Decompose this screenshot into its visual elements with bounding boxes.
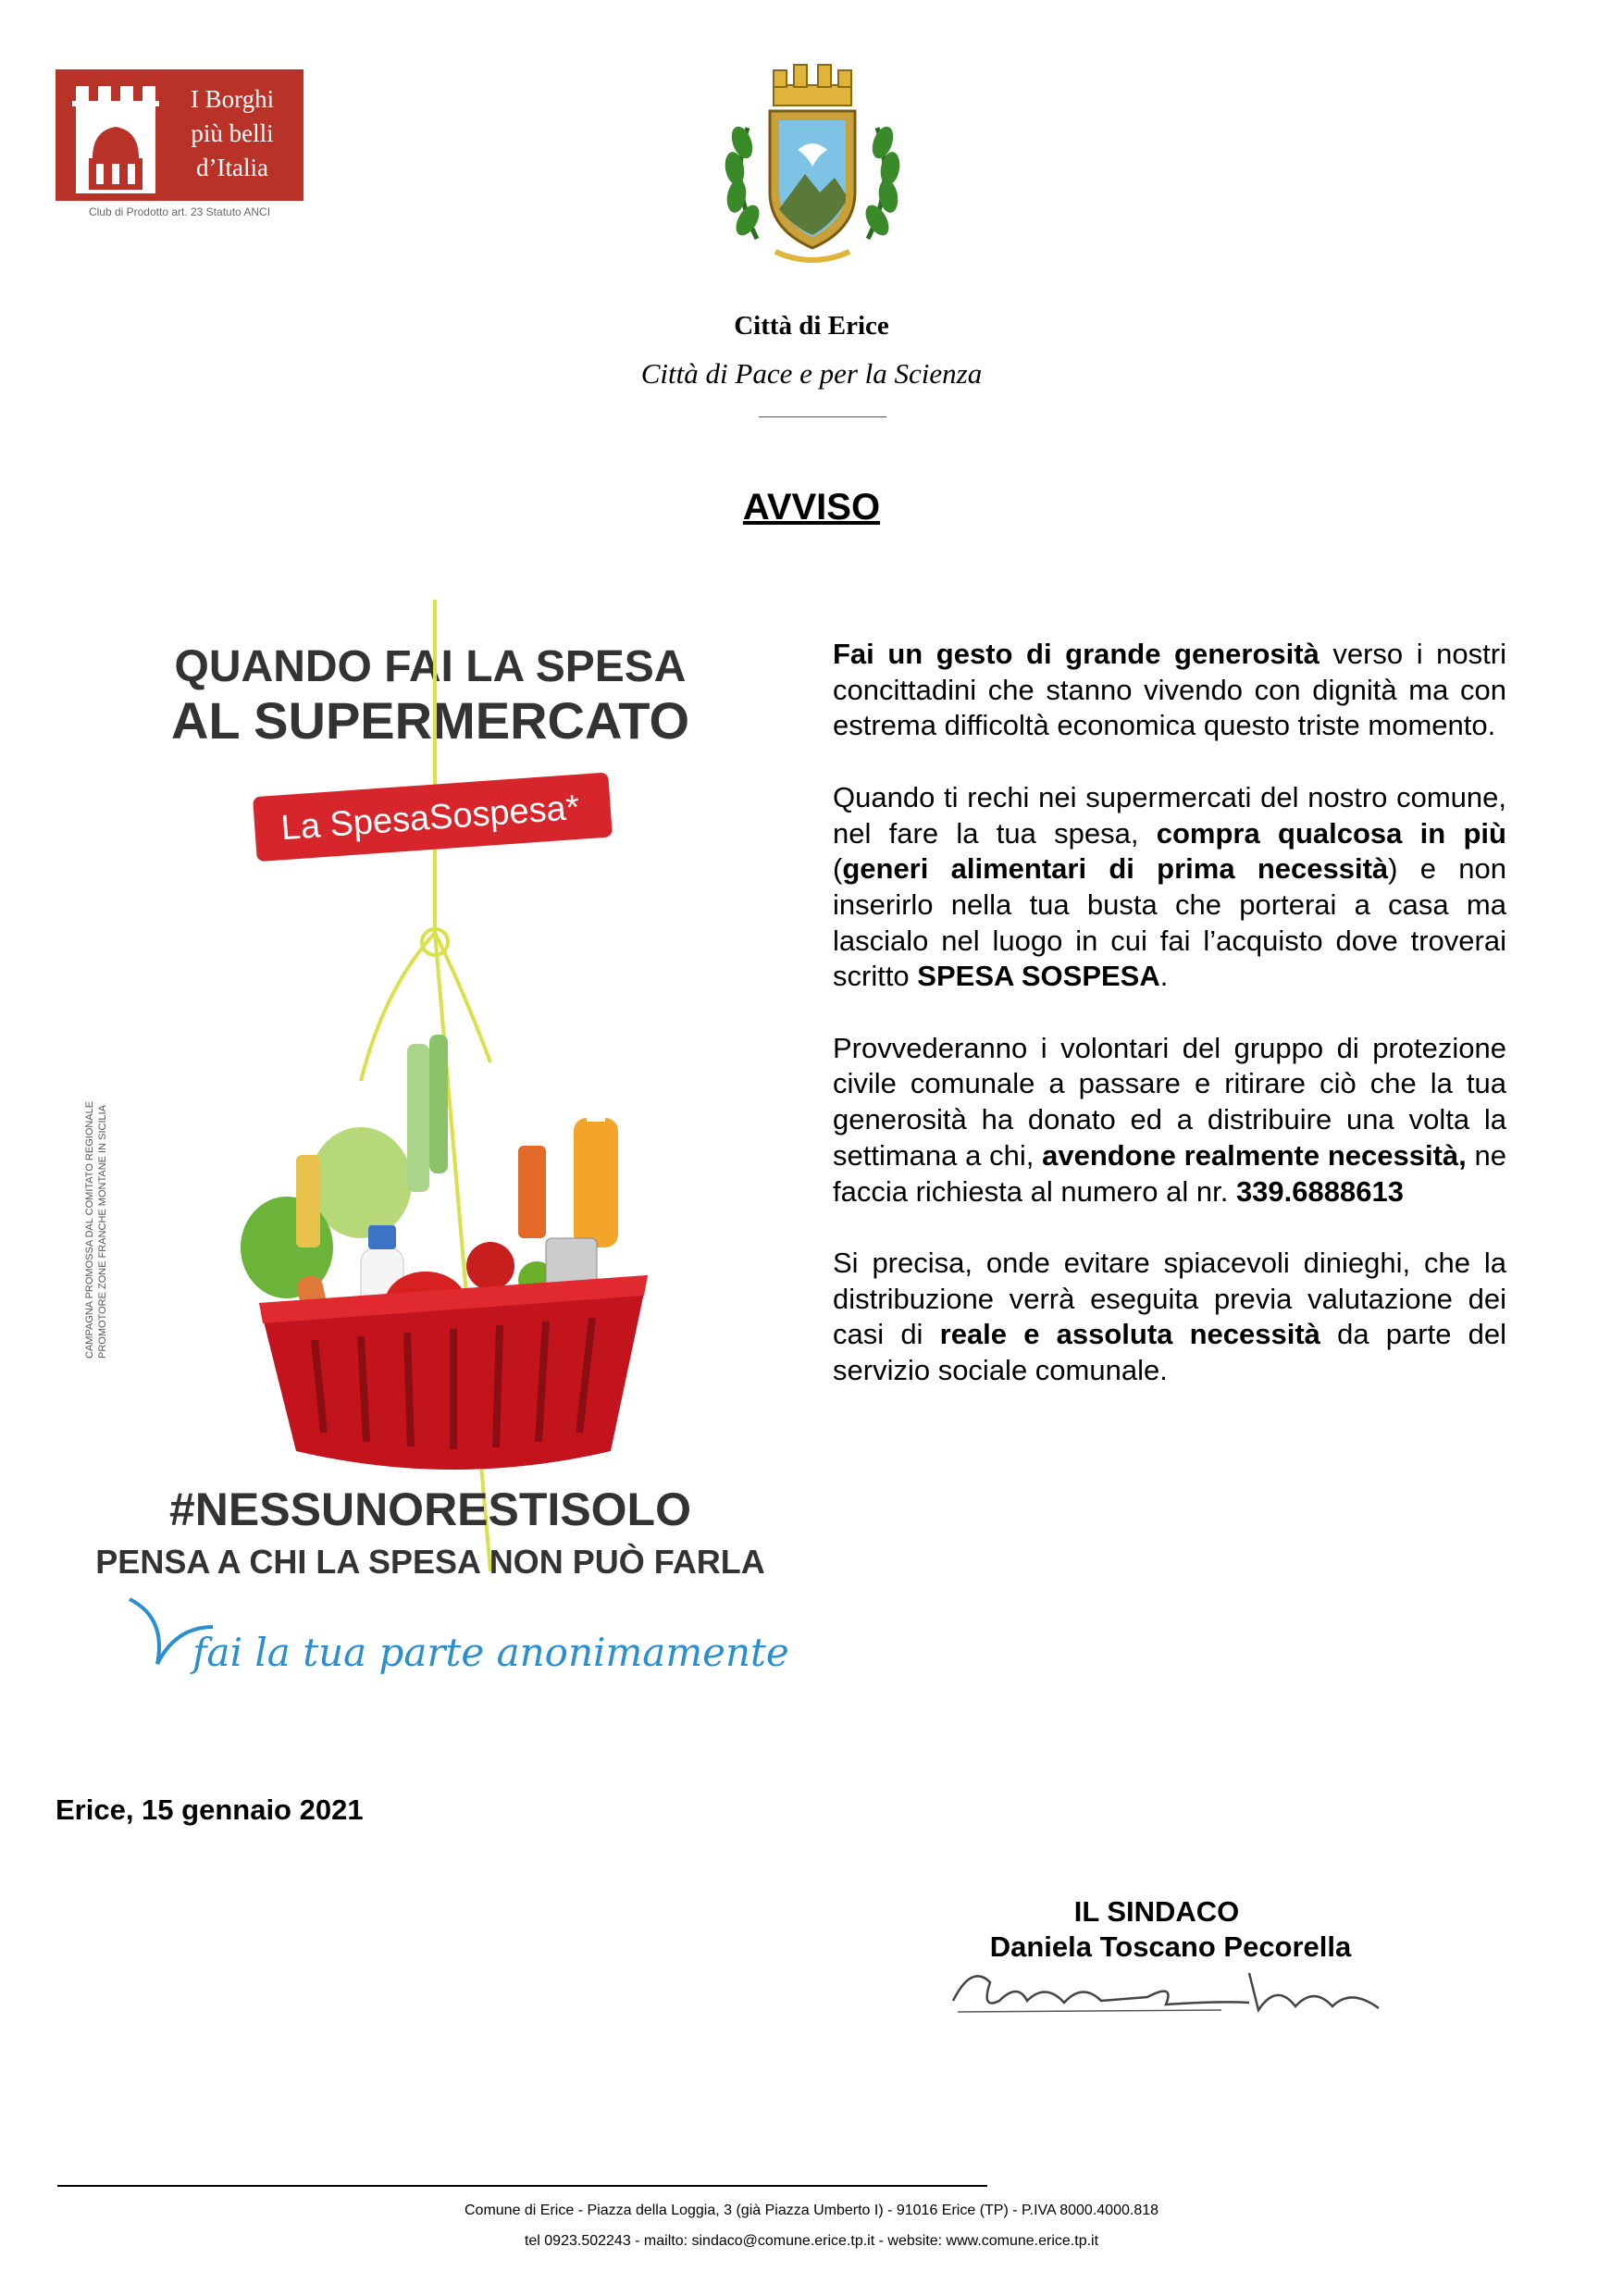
castle-tower-icon (56, 69, 167, 201)
notice-body (833, 637, 1506, 1424)
poster-side-text-1: CAMPAGNA PROMOSSA DAL COMITATO REGIONALE (84, 1100, 95, 1359)
motto-divider (759, 416, 886, 417)
body-p4-text-c: da parte del servizio sociale comunale. (833, 1318, 1507, 1387)
body-p3-text-c: ne faccia richiesta al numero al nr. (833, 1138, 1506, 1208)
body-p3-text-a: Provvederanno i volontari del gruppo di protezione civile comunale a passare e ritirare ciò che la tua generosità ha donato ed a distribuire una volta la settimana a chi, (833, 1031, 1506, 1172)
poster-tagline: PENSA A CHI LA SPESA NON PUÒ FARLA (95, 1543, 765, 1581)
notice-date: Erice, 15 gennaio 2021 (56, 1793, 364, 1826)
body-p2-text-a: Quando ti rechi nei supermercati del nostro comune, nel fare la tua spesa, (833, 780, 1506, 850)
poster-headline-2: AL SUPERMERCATO (170, 691, 690, 750)
body-p3-bold-b: avendone realmente necessità, (1042, 1138, 1467, 1172)
coat-of-arms-icon (720, 54, 905, 276)
poster-side-text-2: PROMOTORE ZONE FRANCHE MONTANE IN SICILIA (97, 1104, 108, 1359)
body-p4-bold-b: reale e assoluta necessità (939, 1318, 1320, 1351)
borghi-logo-line3: d’Italia (196, 154, 268, 181)
city-name: Città di Erice (734, 311, 889, 341)
body-p2-bold-b: compra qualcosa in più (1156, 816, 1506, 850)
body-p4-text-a: Si precisa, onde evitare spiacevoli dinieghi, che la distribuzione verrà eseguita previa valutazione dei casi di (833, 1246, 1506, 1351)
body-p2-text-e: ) e non inserirlo nella tua busta che porterai a casa ma lascialo nel luogo in cui fai l’acquisto dove troverai scritto (833, 852, 1506, 993)
poster-badge (253, 772, 613, 862)
borghi-logo-subtitle: Club di Prodotto art. 23 Statuto ANCI (88, 205, 271, 218)
footer-contacts: tel 0923.502243 - mailto: sindaco@comune.erice.tp.it - website: www.comune.erice.tp.it (524, 2233, 1099, 2249)
poster-hashtag: #NESSUNORESTISOLO (169, 1483, 691, 1535)
body-paragraph-3 (833, 1031, 1506, 1210)
city-motto: Città di Pace e per la Scienza (640, 357, 983, 390)
borghi-logo (56, 69, 304, 201)
page-title: AVVISO (742, 487, 881, 527)
body-p2-text-g: . (1159, 960, 1169, 993)
spesa-sospesa-poster (56, 600, 800, 1755)
grocery-basket-icon (241, 1035, 648, 1470)
poster-badge-text: La SpesaSospesa* (279, 788, 581, 849)
signatory-name: Daniela Toscano Pecorella (989, 1930, 1352, 1963)
signatory-role: IL SINDACO (1073, 1895, 1240, 1928)
body-p1-bold: Fai un gesto di grande generosità (833, 638, 1319, 670)
body-p2-bold-f: SPESA SOSPESA (917, 960, 1160, 993)
borghi-logo-line1: I Borghi (190, 85, 275, 113)
footer-divider (57, 2185, 987, 2187)
body-p2-bold-d: generi alimentari di prima necessità (842, 852, 1389, 886)
borghi-logo-line2: più belli (191, 119, 274, 147)
body-p2-text-c: ( (833, 852, 843, 886)
footer-address: Comune di Erice - Piazza della Loggia, 3 (già Piazza Umberto I) - 91016 Erice (TP) - P.IVA 8000.4000.818 (464, 2203, 1159, 2218)
handwritten-signature (944, 1945, 1397, 2027)
body-p1-text: verso i nostri concittadini che stanno vivendo con dignità ma con estrema difficoltà economica questo triste momento. (833, 638, 1506, 742)
poster-headline-1: QUANDO FAI LA SPESA (174, 642, 687, 691)
phone-number: 339.6888613 (1235, 1174, 1404, 1208)
body-paragraph-1 (833, 637, 1506, 744)
body-paragraph-4 (833, 1246, 1506, 1389)
body-paragraph-2 (833, 780, 1506, 995)
poster-script: fai la tua parte anonimamente (192, 1630, 789, 1675)
